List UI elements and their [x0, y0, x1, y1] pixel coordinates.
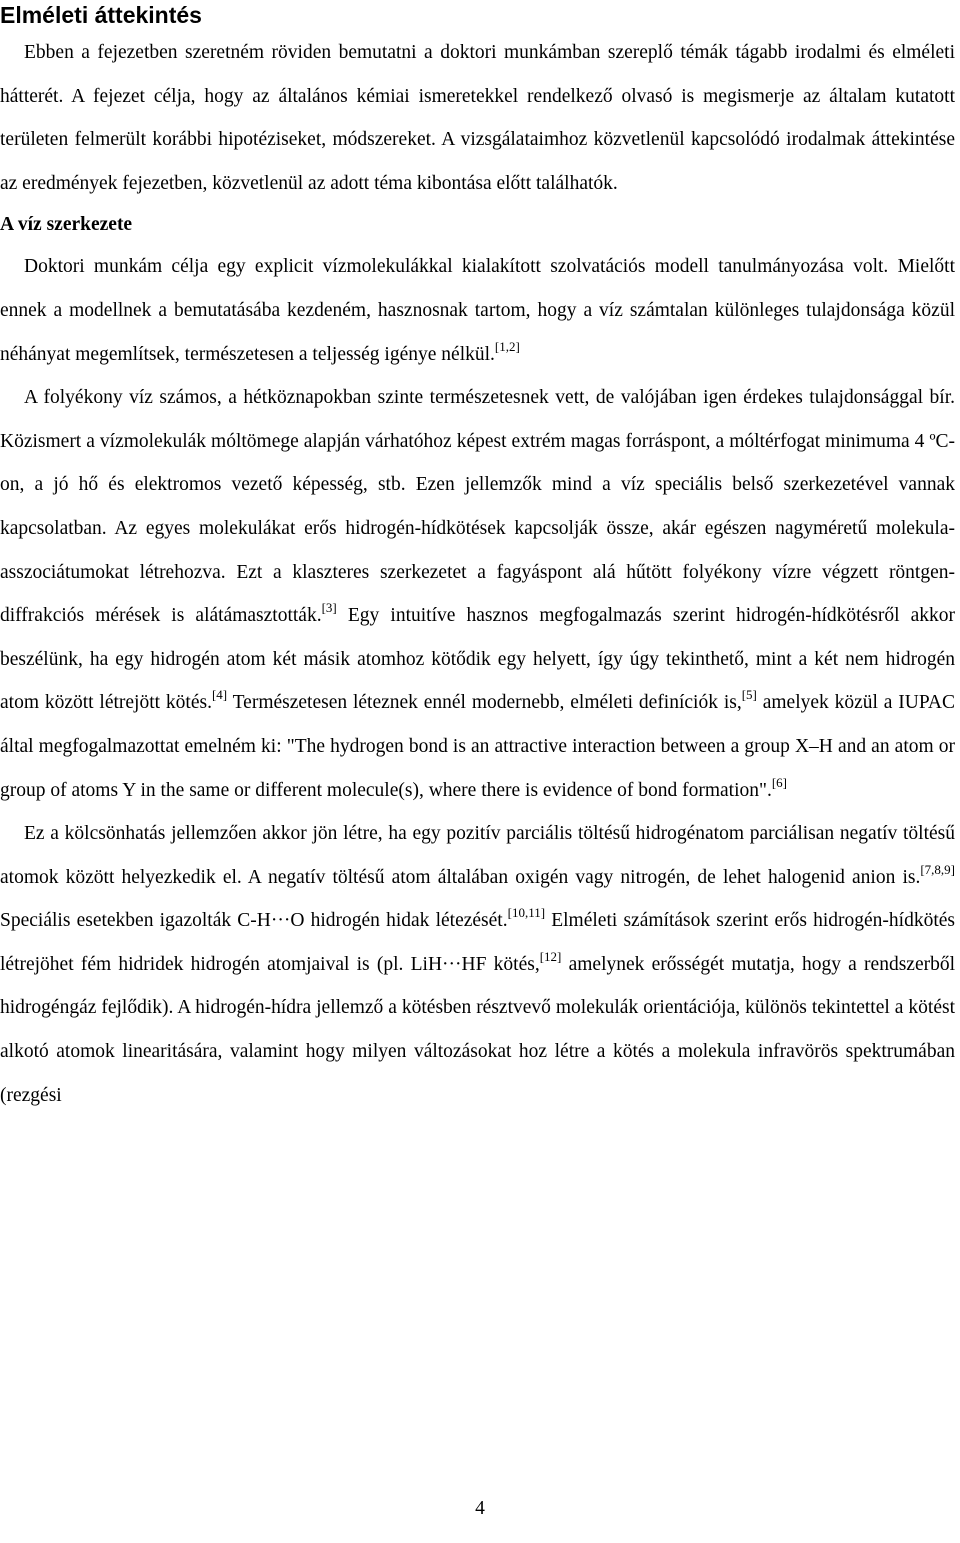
citation: [4]	[211, 687, 228, 703]
paragraph-text: amelyek közül a IUPAC által megfogalmazottat emelném ki: "The hydrogen bond is an attractive interaction between a group X–H and an atom or group of atoms Y in the same or different molecule(s), where there is evidence of bond formation".	[0, 692, 956, 801]
citation: [10,11]	[507, 905, 546, 921]
citation: [5]	[741, 687, 757, 703]
paragraph-text: Egy intuitíve hasznos megfogalmazás szerint hidrogén-hídkötésről akkor beszélünk, ha egy hidrogén atom két másik atomhoz kötődik egy helyett, így úgy tekinthető, mint a két nem hidrogén atom között létrejött kötés.	[0, 605, 956, 714]
citation: [6]	[771, 774, 787, 790]
intro-paragraph: Ebben a fejezetben szeretném röviden bemutatni a doktori munkámban szereplő témák tágabb irodalmi és elméleti hátterét. A fejezet célja, hogy az általános kémiai ismeretekkel rendelkező olvasó is megismerje az általam kutatott területen felmerült korábbi hipotéziseket, módszereket. A vizsgálataimhoz közvetlenül kapcsolódó irodalmak áttekintése az eredmények fejezetben, közvetlenül az adott téma kibontása előtt találhatók.	[0, 42, 955, 194]
page-number: 4	[475, 1498, 485, 1519]
paragraph-text: A folyékony víz számos, a hétköznapokban szinte természetesnek vett, de valójában igen érdekes tulajdonsággal bír. Közismert a vízmolekulák móltömege alapján várhatóhoz képest extrém magas forráspont, a móltérfogat minimuma 4 ºC-on, a jó hő és elektromos vezető képesség, stb. Ezen jellemzők mind a víz speciális belső szerkezetével vannak kapcsolatban. Az egyes molekulákat erős hidrogén-hídkötések kapcsolják össze, akár egészen nagyméretű molekula-asszociátumokat létrehozva. Ezt a klaszteres szerkezetet a fagyáspont alá hűtött folyékony vízre végzett röntgen-diffrakciós mérések is alátámasztották.	[0, 387, 955, 627]
citation: [3]	[321, 600, 337, 616]
paragraph-text: Doktori munkám célja egy explicit vízmolekulákkal kialakított szolvatációs modell tanulmányozása volt. Mielőtt ennek a modellnek a bemutatásába kezdeném, hasznosnak tartom, hogy a víz számtalan különleges tulajdonsága közül néhányat megemlítsek, természetesen a teljesség igénye nélkül.	[0, 256, 955, 365]
paragraph-text: Elméleti számítások szerint erős hidrogén-hídkötés létrejöhet fém hidridek hidrogén atomjaival is (pl. LiH···HF kötés,	[0, 910, 956, 975]
paragraph-text: amelynek erősségét mutatja, hogy a rendszerből hidrogéngáz fejlődik). A hidrogén-hídra jellemző a kötésben résztvevő molekulák orientációja, különös tekintettel a kötést alkotó atomok linearitására, valamint hogy milyen változásokat hoz létre a kötés a molekula infravörös spektrumában (rezgési	[0, 953, 956, 1106]
citation: [7,8,9]	[920, 861, 955, 877]
paragraph-text: Speciális esetekben igazolták C-H···O hidrogén hidak létezését.	[0, 910, 508, 932]
paragraph-water-properties	[0, 376, 955, 812]
citation: [1,2]	[494, 338, 520, 354]
paragraph-model-aim	[0, 245, 955, 376]
citation: [12]	[539, 948, 562, 964]
paragraph-text: Ez a kölcsönhatás jellemzően akkor jön létre, ha egy pozitív parciális töltésű hidrogénatom parciálisan negatív töltésű atomok között helyezkedik el. A negatív töltésű atom általában oxigén vagy nitrogén, de lehet halogenid anion is.	[0, 823, 955, 888]
section-title: A víz szerkezete	[0, 214, 133, 236]
chapter-title: Elméleti áttekintés	[0, 2, 202, 28]
paragraph-text: Természetesen léteznek ennél modernebb, elméleti definíciók is,	[227, 692, 742, 714]
paragraph-hydrogen-bond	[0, 812, 955, 1117]
